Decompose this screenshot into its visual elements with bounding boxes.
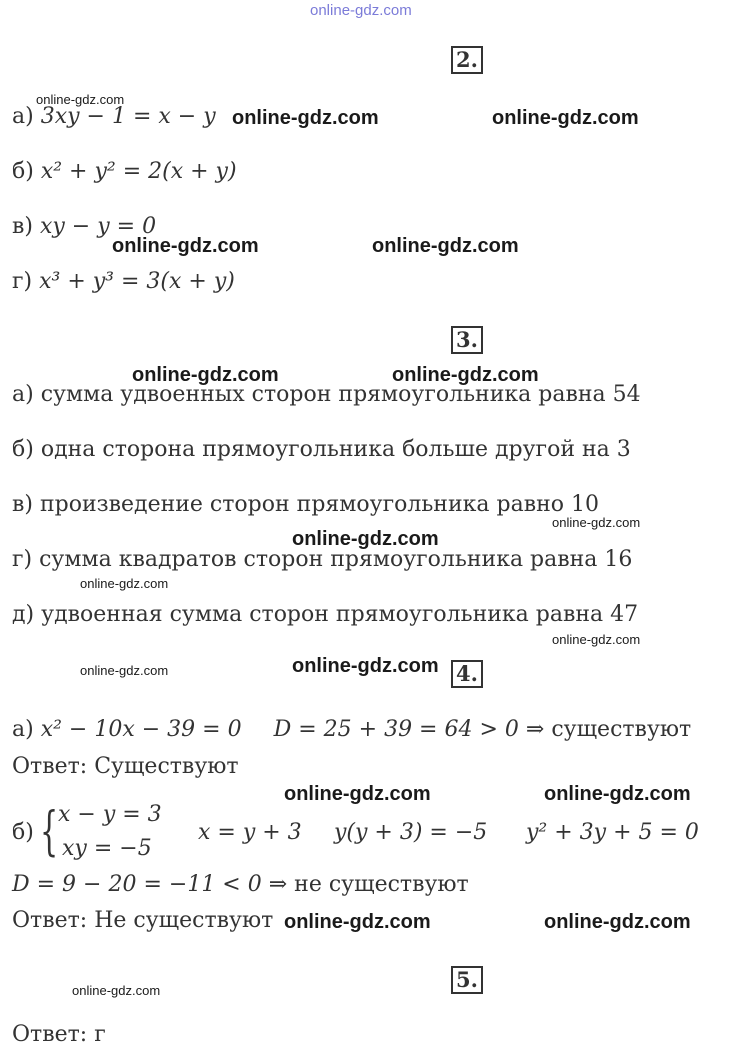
item-text: удвоенная сумма сторон прямоугольника равна 47 [41, 602, 639, 627]
section-number-3: 3. [451, 326, 483, 354]
watermark: online-gdz.com [544, 911, 691, 933]
item-text: сумма квадратов сторон прямоугольника равна 16 [39, 547, 633, 572]
s2-item-a [12, 104, 216, 130]
watermark: online-gdz.com [552, 515, 641, 530]
watermark-top: online-gdz.com [310, 2, 412, 19]
s4-disc-b [12, 872, 469, 898]
item-label: б) [12, 437, 34, 462]
item-label: б) [12, 159, 34, 184]
watermark: online-gdz.com [284, 911, 431, 933]
item-expr: xy − y = 0 [39, 214, 157, 239]
section-number-4: 4. [451, 660, 483, 688]
system-eq-2: xy = −5 [62, 836, 152, 861]
item-label: в) [12, 214, 33, 239]
item-label: а) [12, 382, 34, 407]
s2-item-g [12, 269, 235, 295]
item-label: б) [12, 820, 34, 845]
system-eq-1: x − y = 3 [58, 802, 162, 827]
quadratic-equation: y² + 3y + 5 = 0 [526, 820, 699, 845]
watermark: online-gdz.com [544, 783, 691, 805]
s3-item-d [12, 602, 638, 628]
watermark: online-gdz.com [292, 528, 439, 550]
discriminant-conclusion: существуют [551, 717, 692, 742]
s2-item-b [12, 159, 237, 185]
s3-item-a [12, 382, 641, 408]
watermark: online-gdz.com [80, 663, 169, 678]
system-brace: { [40, 802, 59, 862]
item-label: а) [12, 104, 34, 129]
item-expr: 3xy − 1 = x − y [40, 104, 216, 129]
item-text: сумма удвоенных сторон прямоугольника равна 54 [40, 382, 641, 407]
s3-item-b [12, 437, 631, 463]
watermark: online-gdz.com [372, 235, 519, 257]
s4-answer-a: Ответ: Существуют [12, 754, 239, 779]
item-expr: x³ + y³ = 3(x + y) [39, 269, 235, 294]
s4-system-b [12, 800, 732, 866]
item-text: произведение сторон прямоугольника равно 10 [39, 492, 599, 517]
item-text: одна сторона прямоугольника больше другой на 3 [40, 437, 631, 462]
watermark: online-gdz.com [492, 107, 639, 129]
section-number-5: 5. [451, 966, 483, 994]
watermark: online-gdz.com [72, 983, 161, 998]
item-label: д) [12, 602, 35, 627]
item-label: а) [12, 717, 34, 742]
discriminant: D = 25 + 39 = 64 > 0 ⇒ [273, 717, 545, 742]
s5-answer: Ответ: г [12, 1022, 106, 1047]
watermark: online-gdz.com [232, 107, 379, 129]
equation: x² − 10x − 39 = 0 [40, 717, 242, 742]
item-expr: x² + y² = 2(x + y) [40, 159, 237, 184]
item-label: в) [12, 492, 33, 517]
watermark: online-gdz.com [112, 235, 259, 257]
discriminant: D = 9 − 20 = −11 < 0 ⇒ [12, 872, 288, 897]
watermark: online-gdz.com [132, 364, 279, 386]
watermark: online-gdz.com [552, 632, 641, 647]
s4-item-a [12, 717, 691, 743]
watermark: online-gdz.com [80, 576, 169, 591]
s3-item-v [12, 492, 599, 518]
section-number-2: 2. [451, 46, 483, 74]
item-label: г) [12, 547, 33, 572]
discriminant-conclusion: не существуют [294, 872, 469, 897]
watermark: online-gdz.com [292, 655, 439, 677]
substitution: x = y + 3 [198, 820, 302, 845]
watermark: online-gdz.com [392, 364, 539, 386]
watermark: online-gdz.com [284, 783, 431, 805]
watermark: online-gdz.com [36, 92, 125, 107]
item-label: г) [12, 269, 33, 294]
s4-answer-b: Ответ: Не существуют [12, 908, 274, 933]
substituted-equation: y(y + 3) = −5 [334, 820, 488, 845]
